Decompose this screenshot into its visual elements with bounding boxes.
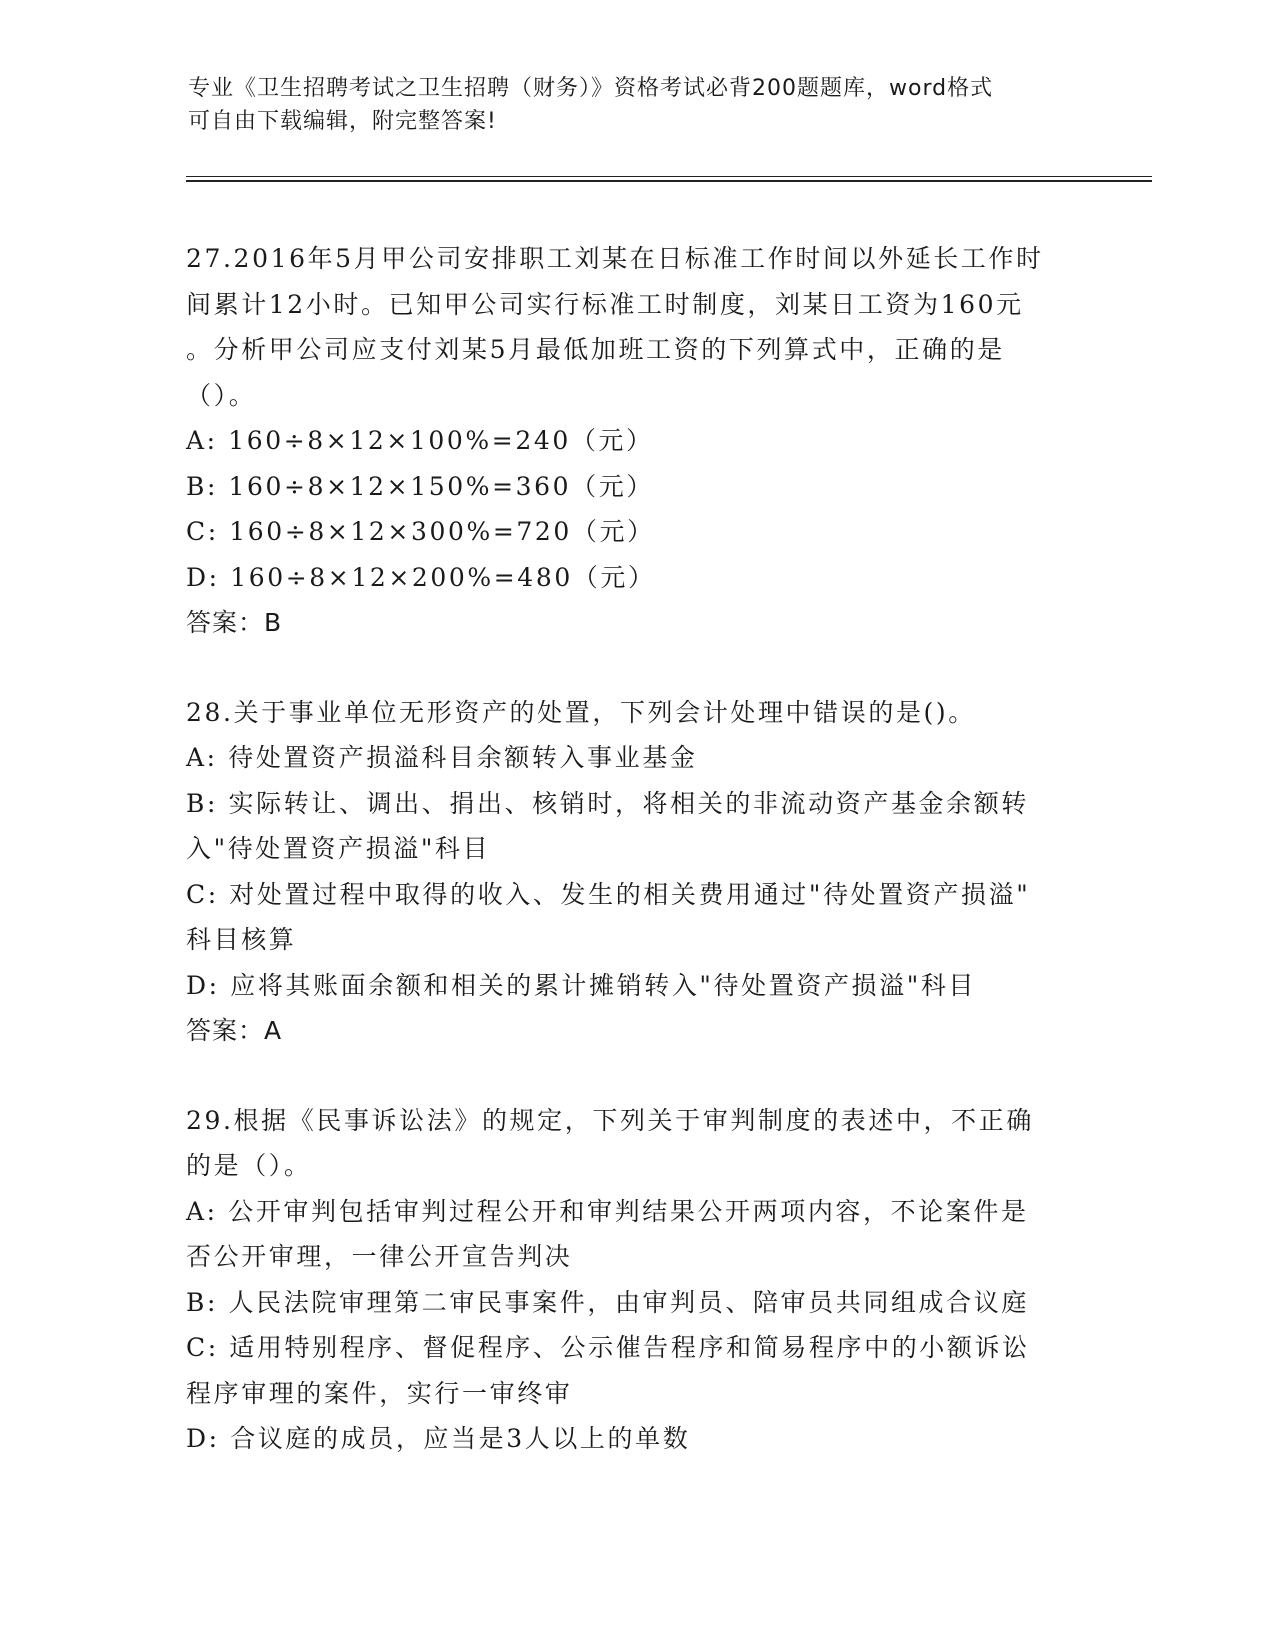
header-divider-thin	[186, 176, 1152, 177]
question-29	[186, 1098, 1086, 1462]
option-d: D: 合议庭的成员，应当是3人以上的单数	[186, 1424, 691, 1453]
question-stem: 28.关于事业单位无形资产的处置，下列会计处理中错误的是()。	[186, 697, 976, 727]
answer-label: 答案：B	[186, 608, 283, 637]
option-c-continued: 程序审理的案件，实行一审终审	[186, 1378, 573, 1408]
option-c: C: 适用特别程序、督促程序、公示催告程序和简易程序中的小额诉讼	[186, 1333, 1030, 1362]
option-c: C: 对处置过程中取得的收入、发生的相关费用通过"待处置资产损溢"	[186, 879, 1031, 909]
header-title-line-2: 可自由下载编辑，附完整答案!	[188, 109, 497, 134]
option-d: D: 应将其账面余额和相关的累计摊销转入"待处置资产损溢"科目	[186, 970, 977, 1000]
document-header	[188, 72, 1088, 138]
question-stem: 27.2016年5月甲公司安排职工刘某在日标准工作时间以外延长工作时	[186, 244, 1044, 273]
header-title-line-1: 专业《卫生招聘考试之卫生招聘（财务）》资格考试必背200题题库，word格式	[188, 76, 994, 101]
question-stem: 的是（）。	[186, 1151, 312, 1180]
answer-label: 答案：A	[186, 1016, 283, 1045]
question-27	[186, 236, 1086, 646]
option-b: B: 实际转让、调出、捐出、核销时，将相关的非流动资产基金余额转	[186, 788, 1029, 818]
question-list	[186, 236, 1086, 1506]
option-a-continued: 否公开审理，一律公开宣告判决	[186, 1242, 573, 1271]
option-d: D: 160÷8×12×200%=480（元）	[186, 562, 656, 592]
option-c: C: 160÷8×12×300%=720（元）	[186, 517, 655, 546]
option-a: A: 160÷8×12×100%=240（元）	[186, 426, 654, 455]
option-b-continued: 入"待处置资产损溢"科目	[186, 834, 491, 863]
option-a: A: 待处置资产损溢科目余额转入事业基金	[186, 743, 698, 772]
question-stem: 间累计12小时。已知甲公司实行标准工时制度，刘某日工资为160元	[186, 289, 1024, 319]
header-divider-thick	[186, 180, 1152, 182]
question-stem: （）。	[186, 380, 257, 410]
question-28	[186, 690, 1086, 1054]
option-b: B: 160÷8×12×150%=360（元）	[186, 471, 654, 501]
option-a: A: 公开审判包括审判过程公开和审判结果公开两项内容，不论案件是	[186, 1196, 1029, 1226]
question-stem: 29.根据《民事诉讼法》的规定，下列关于审判制度的表述中，不正确	[186, 1105, 1034, 1135]
question-stem: 。分析甲公司应支付刘某5月最低加班工资的下列算式中，正确的是	[186, 335, 1005, 364]
option-b: B: 人民法院审理第二审民事案件，由审判员、陪审员共同组成合议庭	[186, 1287, 1029, 1317]
option-c-continued: 科目核算	[186, 925, 297, 954]
